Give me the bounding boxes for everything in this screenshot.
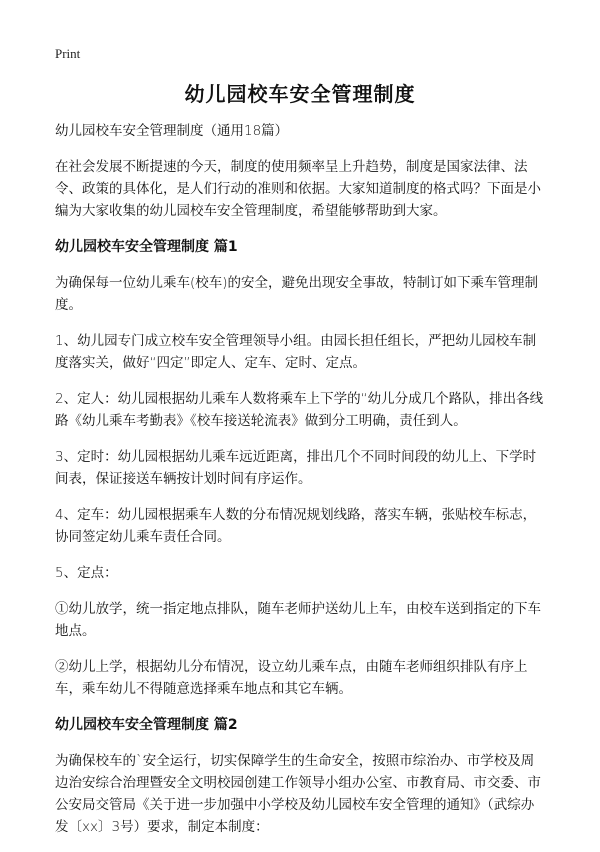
section1-paragraph: ②幼儿上学，根据幼儿分布情况，设立幼儿乘车点，由随车老师组织排队有序上车，乘车幼儿不得随意选择乘车地点和其它车辆。 [55,659,528,697]
print-link[interactable]: Print [55,46,81,61]
section-heading-2: 幼儿园校车安全管理制度 篇2 [55,717,238,733]
section1-paragraph: 2、定人：幼儿园根据幼儿乘车人数将乘车上下学的“幼儿分成几个路队，排出各线路《幼儿乘车考勤表》《校车接送轮流表》做到分工明确，责任到人。 [55,391,544,429]
section-heading-1: 幼儿园校车安全管理制度 篇1 [55,239,238,255]
section1-paragraph: 1、幼儿园专门成立校车安全管理领导小组。由园长担任组长，严把幼儿园校车制度落实关，做好“四定”即定人、定车、定时、定点。 [55,333,537,371]
section1-paragraph: 4、定车：幼儿园根据乘车人数的分布情况规划线路，落实车辆，张贴校车标志，协同签定幼儿乘车责任合同。 [55,507,537,545]
intro-paragraph: 在社会发展不断提速的今天，制度的使用频率呈上升趋势，制度是国家法律、法令、政策的具体化，是人们行动的准则和依据。大家知道制度的格式吗？下面是小编为大家收集的幼儿园校车安全管理制度，希望能够帮助到大家。 [55,159,541,219]
section1-paragraph: 3、定时：幼儿园根据幼儿乘车远近距离，排出几个不同时间段的幼儿上、下学时间表，保证接送车辆按计划时间有序运作。 [55,449,537,487]
section1-paragraph: 为确保每一位幼儿乘车(校车)的安全，避免出现安全事故，特制订如下乘车管理制度。 [55,275,539,313]
page-title: 幼儿园校车安全管理制度 [184,82,416,106]
section2-paragraph: 为确保校车的`安全运行，切实保障学生的生命安全，按照市综治办、市学校及周边治安综合治理暨安全文明校园创建工作领导小组办公室、市教育局、市交委、市公安局交管局《关于进一步加强中小学校及幼儿园校车安全管理的通知》（武综办发〔xx〕3号）要求，制定本制度： [55,753,541,835]
section1-paragraph: 5、定点： [55,565,118,581]
document-body [55,120,545,852]
document-subtitle: 幼儿园校车安全管理制度（通用18篇） [55,123,289,139]
section1-paragraph: ①幼儿放学，统一指定地点排队，随车老师护送幼儿上车，由校车送到指定的下车地点。 [55,601,541,639]
